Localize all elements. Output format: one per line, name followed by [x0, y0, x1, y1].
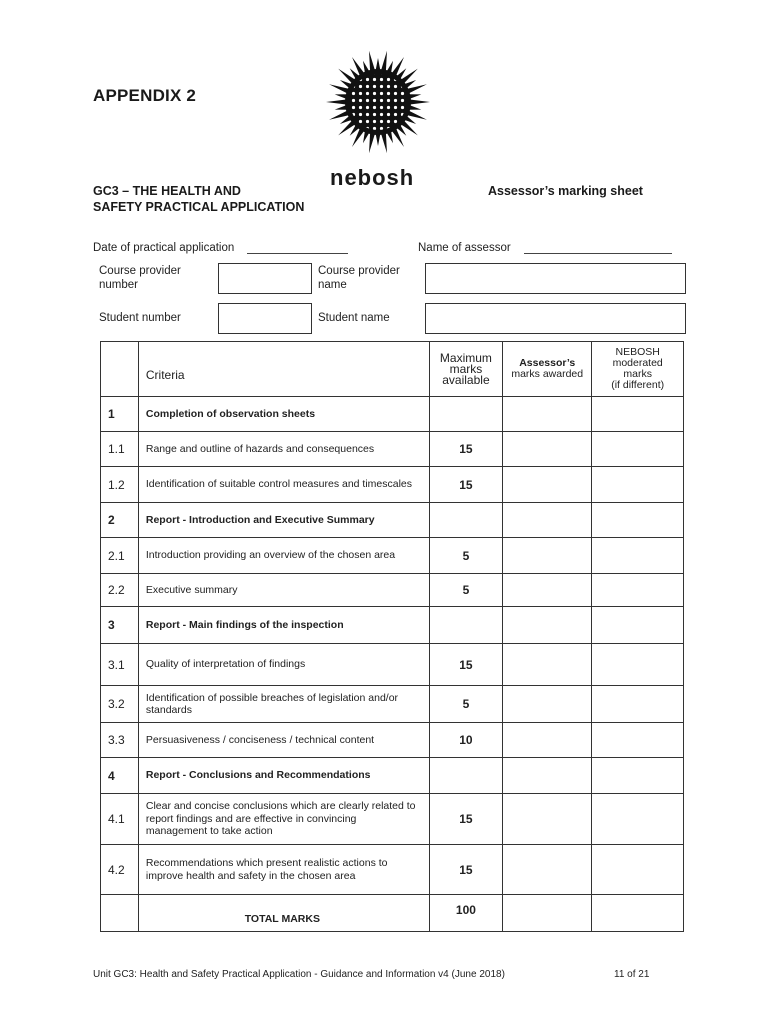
header-nebosh-line-2: moderated	[612, 357, 663, 369]
nebosh-marks-cell[interactable]	[592, 397, 684, 432]
provider-name-field[interactable]	[425, 263, 686, 294]
row-max-marks: 15	[429, 794, 502, 845]
nebosh-marks-cell[interactable]	[592, 538, 684, 574]
unit-title-line-2: SAFETY PRACTICAL APPLICATION	[93, 200, 305, 214]
row-max-marks: 15	[429, 644, 502, 686]
header-nebosh-marks	[592, 342, 684, 397]
logo-wordmark: nebosh	[330, 165, 415, 190]
row-criteria: Executive summary	[138, 574, 429, 607]
assessor-marks-cell[interactable]	[503, 432, 592, 467]
provider-number-label-2: number	[99, 279, 138, 291]
table-row	[101, 644, 684, 686]
table-row	[101, 538, 684, 574]
row-number: 4.2	[101, 845, 139, 895]
table-row	[101, 845, 684, 895]
nebosh-marks-cell[interactable]	[592, 644, 684, 686]
total-value: 100	[429, 895, 502, 932]
row-max-marks	[429, 607, 502, 644]
row-number: 3.2	[101, 686, 139, 723]
header-max-marks	[429, 342, 502, 397]
nebosh-sunburst-logo-icon	[322, 48, 434, 168]
provider-name-label-2: name	[318, 279, 347, 291]
table-row	[101, 794, 684, 845]
nebosh-marks-cell[interactable]	[592, 845, 684, 895]
header-assessor-marks	[503, 342, 592, 397]
assessor-field[interactable]	[524, 241, 672, 254]
row-number: 1	[101, 397, 139, 432]
row-criteria: Identification of suitable control measures and timescales	[138, 467, 429, 503]
table-row	[101, 397, 684, 432]
date-field[interactable]	[247, 241, 348, 254]
nebosh-marks-cell[interactable]	[592, 758, 684, 794]
assessor-marks-cell[interactable]	[503, 845, 592, 895]
table-row	[101, 503, 684, 538]
assessor-marks-cell[interactable]	[503, 503, 592, 538]
table-row	[101, 574, 684, 607]
assessor-marks-cell[interactable]	[503, 644, 592, 686]
appendix-title: APPENDIX 2	[93, 86, 197, 105]
header-max-line-1: Maximum	[439, 350, 492, 365]
row-criteria: Report - Conclusions and Recommendations	[138, 758, 429, 794]
nebosh-marks-cell[interactable]	[592, 794, 684, 845]
row-number: 4.1	[101, 794, 139, 845]
row-criteria: Completion of observation sheets	[138, 397, 429, 432]
assessor-marks-cell[interactable]	[503, 794, 592, 845]
date-label: Date of practical application	[93, 242, 235, 254]
total-label: TOTAL MARKS	[138, 895, 429, 932]
table-row	[101, 432, 684, 467]
provider-name-label-1: Course provider	[318, 265, 400, 277]
row-number: 2	[101, 503, 139, 538]
header-nebosh-line-1: NEBOSH	[615, 346, 660, 358]
header-max-line-3: available	[442, 372, 490, 387]
total-number-cell	[101, 895, 139, 932]
provider-number-field[interactable]	[218, 263, 312, 294]
table-row	[101, 467, 684, 503]
header-criteria: Criteria	[138, 342, 429, 397]
row-criteria: Clear and concise conclusions which are clearly related to report findings and are effective in convincing management to take action	[138, 794, 429, 845]
row-criteria: Recommendations which present realistic actions to improve health and safety in the chosen area	[138, 845, 429, 895]
row-criteria: Report - Introduction and Executive Summary	[138, 503, 429, 538]
row-max-marks: 5	[429, 574, 502, 607]
student-name-label: Student name	[318, 312, 390, 324]
provider-number-label-1: Course provider	[99, 265, 181, 277]
row-max-marks	[429, 758, 502, 794]
assessor-marks-cell[interactable]	[503, 397, 592, 432]
table-header-row	[101, 342, 684, 397]
row-number: 2.2	[101, 574, 139, 607]
header-assessor-line-2: marks awarded	[511, 368, 584, 380]
unit-title	[93, 183, 304, 215]
row-max-marks: 5	[429, 538, 502, 574]
row-max-marks: 15	[429, 845, 502, 895]
row-criteria: Persuasiveness / conciseness / technical content	[138, 723, 429, 758]
row-criteria: Range and outline of hazards and consequences	[138, 432, 429, 467]
assessor-marks-cell[interactable]	[503, 538, 592, 574]
assessor-marks-cell[interactable]	[503, 607, 592, 644]
assessor-marks-cell[interactable]	[503, 686, 592, 723]
nebosh-marks-cell[interactable]	[592, 467, 684, 503]
table-row	[101, 686, 684, 723]
row-criteria: Quality of interpretation of findings	[138, 644, 429, 686]
row-criteria: Report - Main findings of the inspection	[138, 607, 429, 644]
header-max-line-2: marks	[449, 361, 483, 376]
unit-title-line-1: GC3 – THE HEALTH AND	[93, 184, 241, 198]
row-number: 3.3	[101, 723, 139, 758]
provider-number-label	[99, 264, 181, 292]
nebosh-total-cell[interactable]	[592, 895, 684, 932]
header-assessor-line-1: Assessor’s	[519, 357, 576, 369]
assessor-total-cell[interactable]	[503, 895, 592, 932]
total-row	[101, 895, 684, 932]
row-max-marks: 15	[429, 432, 502, 467]
nebosh-marks-cell[interactable]	[592, 607, 684, 644]
table-row	[101, 723, 684, 758]
sheet-title: Assessor’s marking sheet	[488, 184, 643, 198]
table-row	[101, 758, 684, 794]
row-number: 4	[101, 758, 139, 794]
page-number: 11 of 21	[614, 969, 650, 980]
student-number-label: Student number	[99, 312, 181, 324]
nebosh-marks-cell[interactable]	[592, 723, 684, 758]
assessor-marks-cell[interactable]	[503, 467, 592, 503]
assessor-marks-cell[interactable]	[503, 574, 592, 607]
nebosh-marks-cell[interactable]	[592, 432, 684, 467]
table-row	[101, 607, 684, 644]
footer-text: Unit GC3: Health and Safety Practical Application - Guidance and Information v4 (June 2018)	[93, 969, 505, 980]
student-number-field[interactable]	[218, 303, 312, 334]
nebosh-marks-cell[interactable]	[592, 574, 684, 607]
nebosh-marks-cell[interactable]	[592, 686, 684, 723]
row-number: 3.1	[101, 644, 139, 686]
assessor-marks-cell[interactable]	[503, 758, 592, 794]
row-number: 1.2	[101, 467, 139, 503]
assessor-marks-cell[interactable]	[503, 723, 592, 758]
row-number: 1.1	[101, 432, 139, 467]
header-nebosh-line-4: (if different)	[611, 379, 665, 391]
nebosh-marks-cell[interactable]	[592, 503, 684, 538]
row-max-marks: 5	[429, 686, 502, 723]
row-max-marks: 15	[429, 467, 502, 503]
row-number: 3	[101, 607, 139, 644]
row-max-marks	[429, 397, 502, 432]
row-max-marks	[429, 503, 502, 538]
row-max-marks: 10	[429, 723, 502, 758]
assessor-label: Name of assessor	[418, 242, 511, 254]
header-number-cell	[101, 342, 139, 397]
row-number: 2.1	[101, 538, 139, 574]
student-name-field[interactable]	[425, 303, 686, 334]
header-nebosh-line-3: marks	[623, 368, 652, 380]
marking-table	[100, 341, 684, 932]
row-criteria: Identification of possible breaches of legislation and/or standards	[138, 686, 429, 723]
provider-name-label	[318, 264, 400, 292]
row-criteria: Introduction providing an overview of the chosen area	[138, 538, 429, 574]
